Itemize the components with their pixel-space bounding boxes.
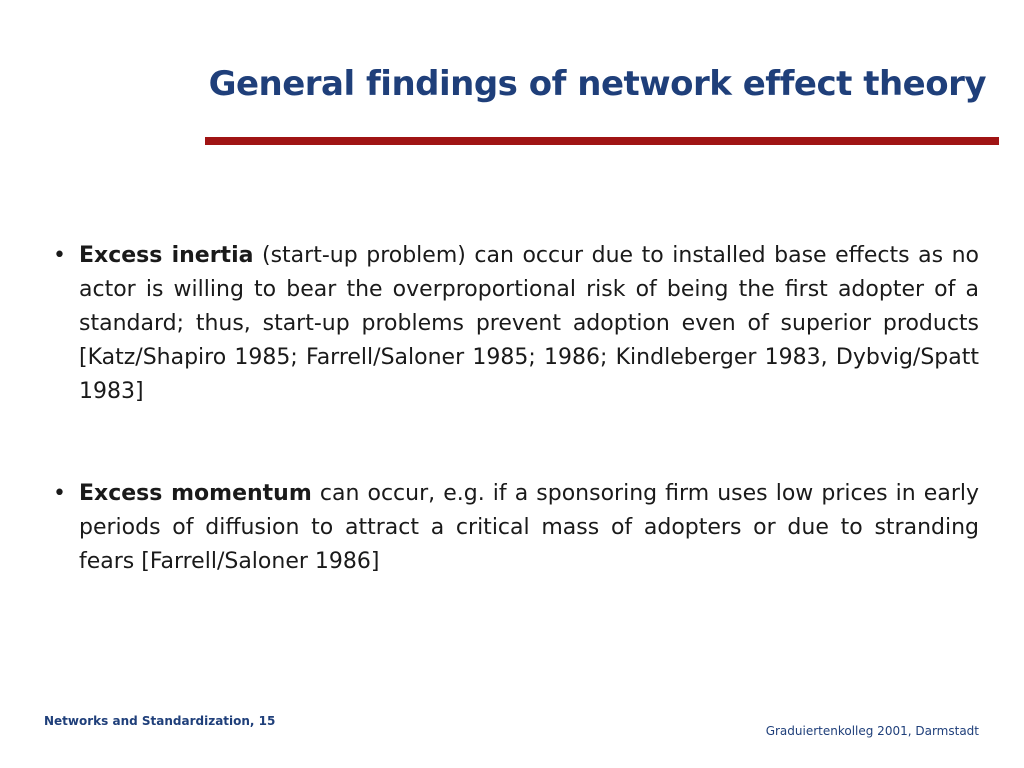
bullet-marker: • xyxy=(53,243,66,268)
bullet-marker: • xyxy=(53,481,66,506)
bullet-term: Excess inertia xyxy=(79,243,254,268)
footer-institution: Graduiertenkolleg 2001, Darmstadt xyxy=(765,724,979,738)
bullet-text: can occur, e.g. if a sponsoring firm uses low prices in early periods of diffusion to attract a critical mass of adopters or due to stranding fears [Farrell/Saloner 1986] xyxy=(79,481,979,574)
bullet-text: (start-up problem) can occur due to installed base effects as no actor is willing to bear the overproportional risk of being the first adopter of a standard; thus, start-up problems prevent adoption even of superior products [Katz/Shapiro 1985; Farrell/Saloner 1985; 1986; Kindleberger 1983, Dybvig/Spatt 1983] xyxy=(79,243,979,404)
footer-course-page: Networks and Standardization, 15 xyxy=(44,714,276,728)
bullet-excess-inertia xyxy=(53,239,979,409)
slide-title: General findings of network effect theory xyxy=(208,64,986,104)
bullet-excess-momentum xyxy=(53,477,979,579)
title-underline-rule xyxy=(205,137,999,145)
bullet-term: Excess momentum xyxy=(79,481,312,506)
